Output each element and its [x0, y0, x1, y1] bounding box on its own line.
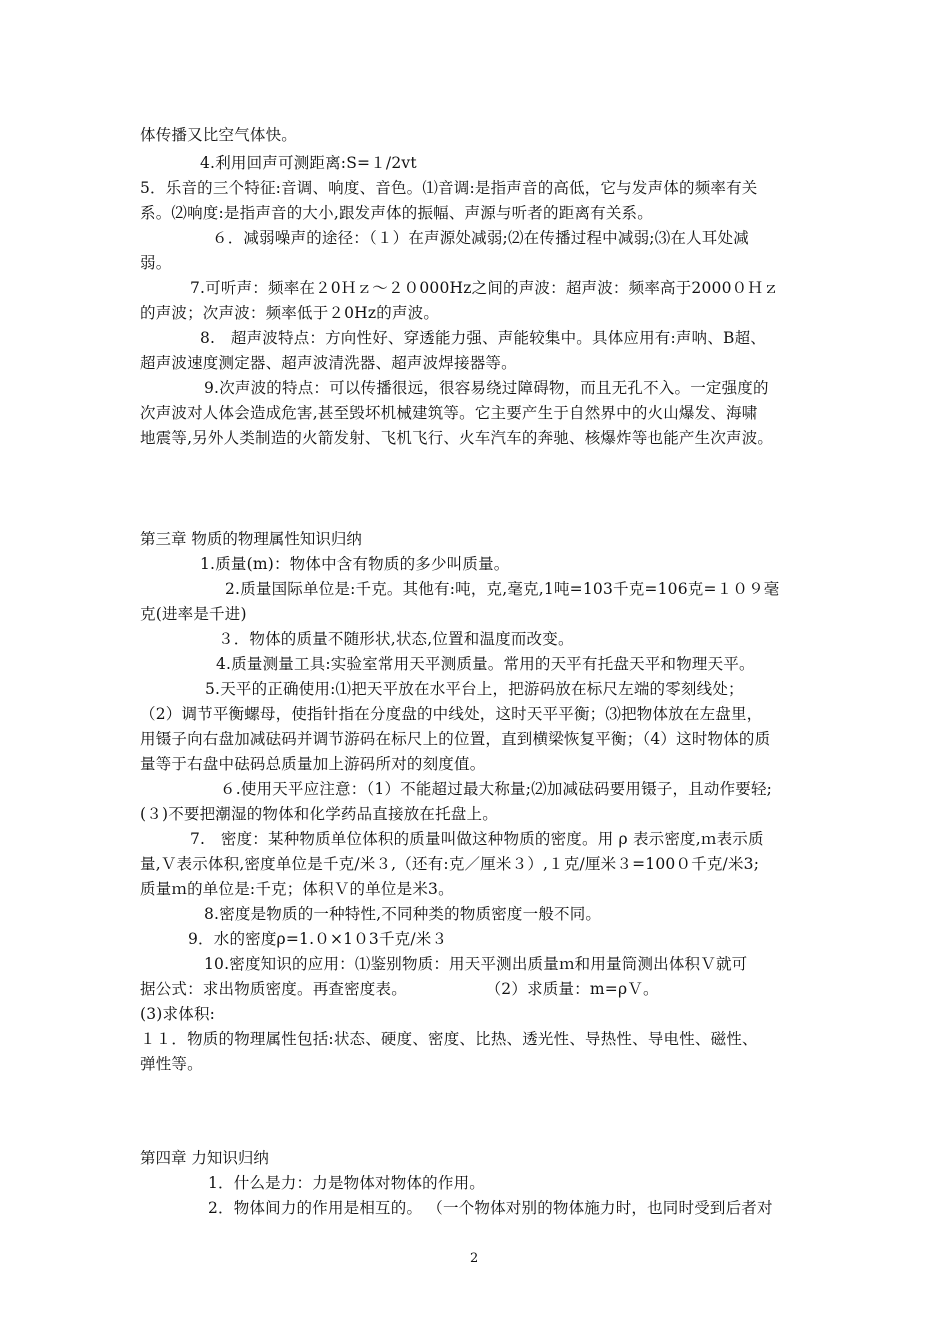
chapter-3-title: 第三章 物质的物理属性知识归纳	[140, 530, 362, 548]
text-line: 的声波；次声波：频率低于２0Hz的声波。	[140, 304, 440, 322]
text-line: 4.利用回声可测距离:S=１/2vt	[200, 154, 417, 172]
text-line: 1.质量(m)：物体中含有物质的多少叫质量。	[200, 555, 510, 573]
text-line: 超声波速度测定器、超声波清洗器、超声波焊接器等。	[140, 354, 517, 372]
text-line: 5.天平的正确使用:⑴把天平放在水平台上，把游码放在标尺左端的零刻线处；	[205, 680, 744, 698]
text-line: 7. 密度：某种物质单位体积的质量叫做这种物质的密度。用 ρ 表示密度,ｍ表示质	[190, 830, 764, 848]
text-line: 9．水的密度ρ=1.０×1０3千克/米３	[188, 930, 448, 948]
text-line: 克(进率是千进)	[140, 605, 247, 623]
text-line: 质量ｍ的单位是:千克；体积Ｖ的单位是米3。	[140, 880, 454, 898]
text-line: 弹性等。	[140, 1055, 203, 1073]
text-line: 2．物体间力的作用是相互的。 （一个物体对别的物体施力时，也同时受到后者对	[208, 1199, 773, 1217]
text-line: 量,Ｖ表示体积,密度单位是千克/米３,（还有:克／厘米３）,１克/厘米３=100０千克/米3;	[140, 855, 760, 873]
text-line: 1．什么是力：力是物体对物体的作用。	[208, 1174, 485, 1192]
text-line: 体传播又比空气体快。	[140, 126, 298, 144]
text-line: 4.质量测量工具:实验室常用天平测质量。常用的天平有托盘天平和物理天平。	[216, 655, 755, 673]
chapter-4-title: 第四章 力知识归纳	[140, 1149, 269, 1167]
text-line: 弱。	[140, 254, 172, 272]
text-line: ６.使用天平应注意：（1）不能超过最大称量;⑵加减砝码要用镊子，且动作要轻;	[220, 780, 773, 798]
text-line: 地震等,另外人类制造的火箭发射、飞机飞行、火车汽车的奔驰、核爆炸等也能产生次声波。	[140, 429, 774, 447]
text-line: (3)求体积:	[140, 1005, 216, 1023]
text-line: １１．物质的物理属性包括:状态、硬度、密度、比热、透光性、导热性、导电性、磁性、	[140, 1030, 758, 1048]
page-number: 2	[470, 1251, 479, 1266]
text-line: 7.可听声：频率在２0Ｈｚ～２０000Hz之间的声波：超声波：频率高于2000０Ｈｚ	[190, 279, 779, 297]
text-line: ６．减弱噪声的途径：（１）在声源处减弱;⑵在传播过程中减弱;⑶在人耳处减	[212, 229, 749, 247]
text-line: 9.次声波的特点：可以传播很远，很容易绕过障碍物，而且无孔不入。一定强度的	[204, 379, 769, 397]
text-line: 8. 超声波特点：方向性好、穿透能力强、声能较集中。具体应用有:声呐、B超、	[200, 329, 767, 347]
text-line: 系。⑵响度:是指声音的大小,跟发声体的振幅、声源与听者的距离有关系。	[140, 204, 653, 222]
text-line: （2）调节平衡螺母，使指针指在分度盘的中线处，这时天平平衡；⑶把物体放在左盘里，	[140, 705, 763, 723]
text-line: 10.密度知识的应用：⑴鉴别物质：用天平测出质量ｍ和用量筒测出体积Ｖ就可	[204, 955, 748, 973]
text-line: 2.质量国际单位是:千克。其他有:吨，克,毫克,1吨=103千克=106克=１０９毫	[225, 580, 780, 598]
text-line: 据公式：求出物质密度。再查密度表。 （2）求质量：m=ρＶ。	[140, 980, 659, 998]
text-line: 用镊子向右盘加减砝码并调节游码在标尺上的位置，直到横梁恢复平衡；（4）这时物体的质	[140, 730, 771, 748]
text-line: (３)不要把潮湿的物体和化学药品直接放在托盘上。	[140, 805, 498, 823]
text-line: 次声波对人体会造成危害,甚至毁坏机械建筑等。它主要产生于自然界中的火山爆发、海啸	[140, 404, 758, 422]
text-line: ３．物体的质量不随形状,状态,位置和温度而改变。	[218, 630, 574, 648]
text-line: 5．乐音的三个特征:音调、响度、音色。⑴音调:是指声音的高低，它与发声体的频率有关	[140, 179, 758, 197]
text-line: 量等于右盘中砝码总质量加上游码所对的刻度值。	[140, 755, 486, 773]
text-line: 8.密度是物质的一种特性,不同种类的物质密度一般不同。	[204, 905, 602, 923]
